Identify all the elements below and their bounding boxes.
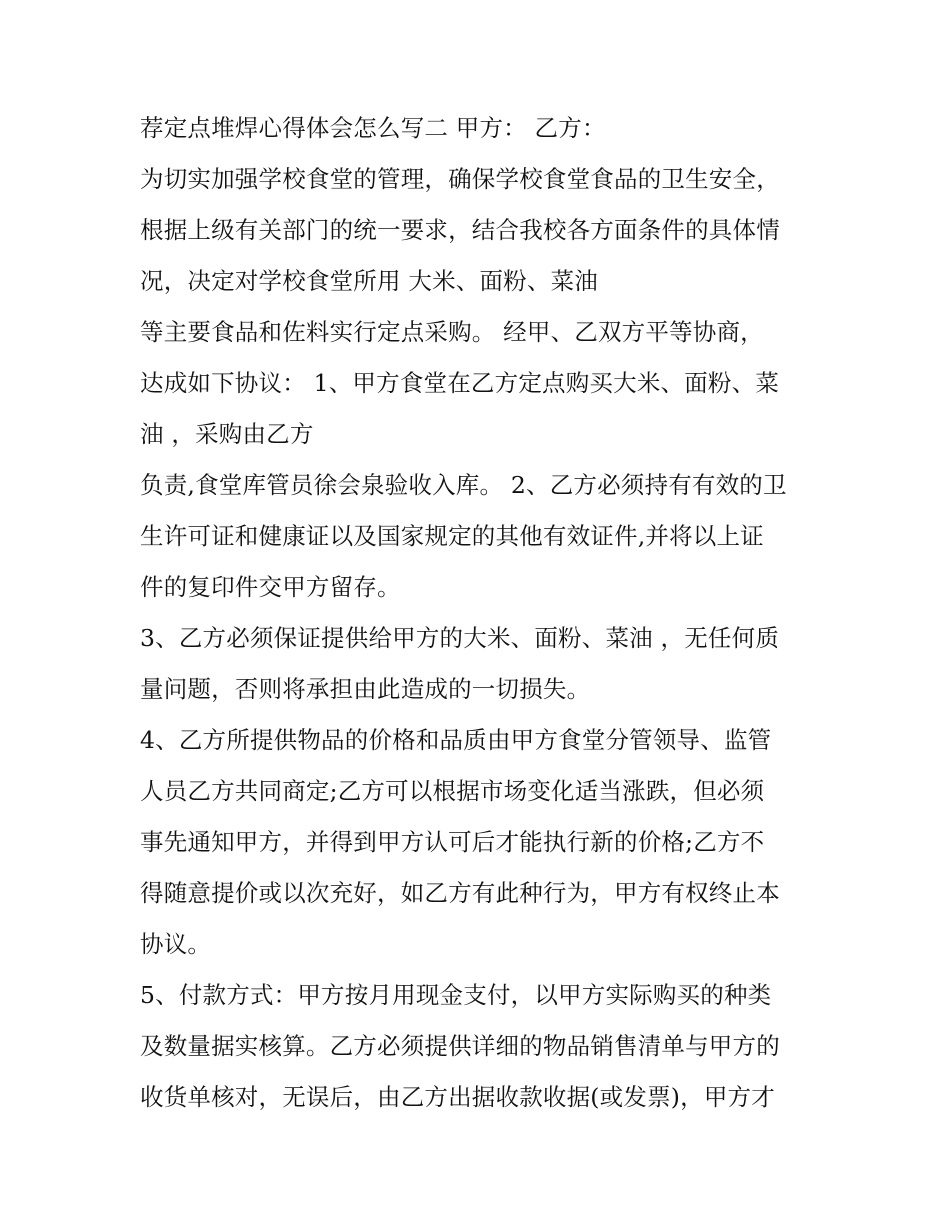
text-line: 收货单核对，无误后，由乙方出据收款收据(或发票)，甲方才 [140, 1083, 775, 1111]
text-line: 达成如下协议： 1、甲方食堂在乙方定点购买大米、面粉、菜 [140, 369, 780, 397]
text-line: 油 ，采购由乙方 [140, 420, 314, 448]
text-line: 人员乙方共同商定;乙方可以根据市场变化适当涨跌，但必须 [140, 777, 765, 805]
text-line: 荐定点堆焊心得体会怎么写二 甲方： 乙方： [140, 114, 606, 142]
text-line: 根据上级有关部门的统一要求，结合我校各方面条件的具体情 [140, 216, 780, 244]
text-line: 生许可证和健康证以及国家规定的其他有效证件,并将以上证 [140, 522, 764, 550]
text-line: 协议。 [140, 930, 212, 958]
text-line: 等主要食品和佐料实行定点采购。 经甲、乙双方平等协商， [140, 318, 764, 346]
text-line: 件的复印件交甲方留存。 [140, 573, 401, 601]
text-line: 3、乙方必须保证提供给甲方的大米、面粉、菜油 ，无任何质 [140, 624, 780, 652]
text-line: 4、乙方所提供物品的价格和品质由甲方食堂分管领导、监管 [140, 726, 772, 754]
text-line: 5、付款方式：甲方按月用现金支付，以甲方实际购买的种类 [140, 981, 772, 1009]
text-line: 负责,食堂库管员徐会泉验收入库。 2、乙方必须持有有效的卫 [140, 471, 787, 499]
text-line: 得随意提价或以次充好，如乙方有此种行为，甲方有权终止本 [140, 879, 780, 907]
text-line: 及数量据实核算。乙方必须提供详细的物品销售清单与甲方的 [140, 1032, 780, 1060]
text-line: 事先通知甲方，并得到甲方认可后才能执行新的价格;乙方不 [140, 828, 765, 856]
text-line: 量问题，否则将承担由此造成的一切损失。 [140, 675, 591, 703]
text-line: 况，决定对学校食堂所用 大米、面粉、菜油 [140, 267, 598, 295]
text-line: 为切实加强学校食堂的管理，确保学校食堂食品的卫生安全， [140, 165, 780, 193]
